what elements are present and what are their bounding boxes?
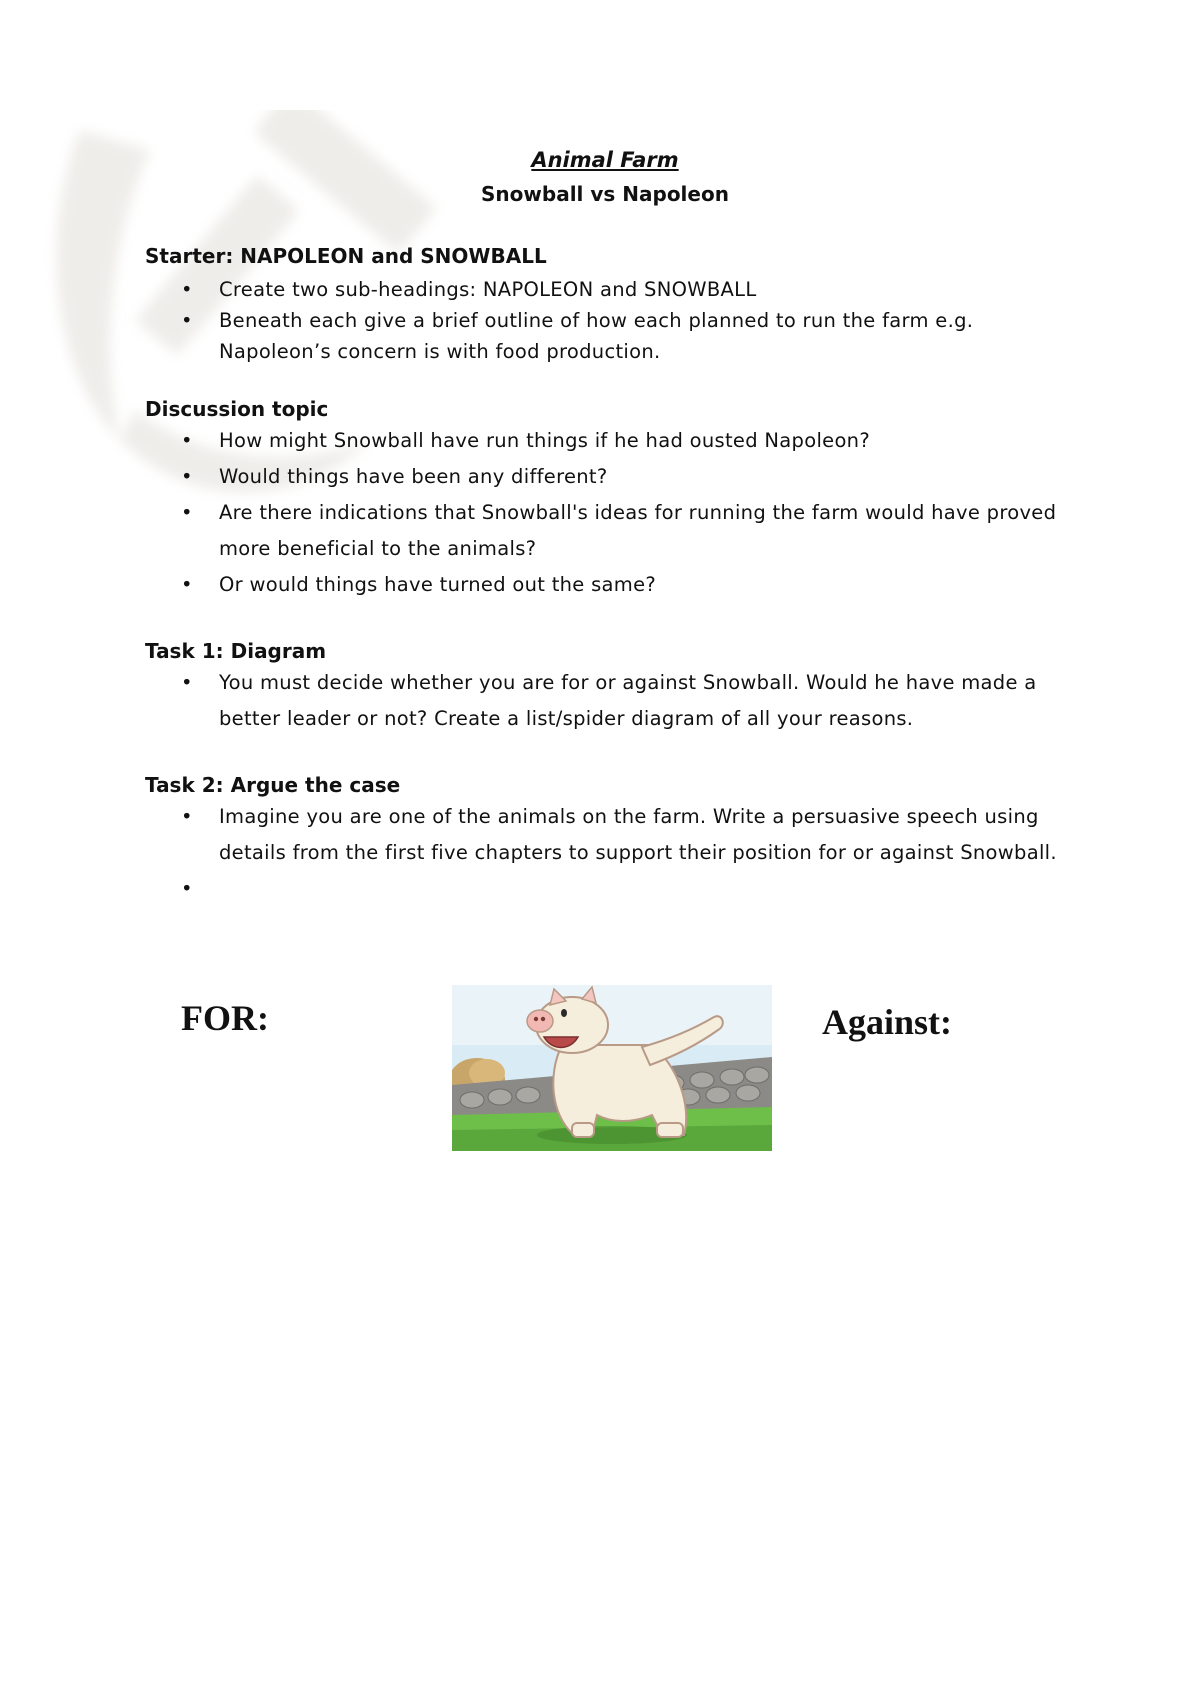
page-title: Animal Farm <box>531 148 679 172</box>
page-subtitle: Snowball vs Napoleon <box>481 182 729 206</box>
starter-section <box>145 244 1065 367</box>
task2-list <box>145 799 1065 907</box>
list-item: • You must decide whether you are for or against Snowball. Would he have made a better leader or not? Create a list/spider diagram of all your reasons. <box>145 665 1065 737</box>
worksheet <box>145 140 1065 907</box>
list-item: • How might Snowball have run things if he had ousted Napoleon? <box>145 423 1065 459</box>
discussion-section <box>145 397 1065 603</box>
for-against-row <box>145 985 1065 1155</box>
list-item: • Or would things have turned out the same? <box>145 567 1065 603</box>
task1-section <box>145 639 1065 737</box>
list-item: • Beneath each give a brief outline of how each planned to run the farm e.g. Napoleon’s concern is with food production. <box>145 305 1065 367</box>
discussion-list <box>145 423 1065 603</box>
starter-heading: Starter: NAPOLEON and SNOWBALL <box>145 244 547 268</box>
list-item: • Imagine you are one of the animals on the farm. Write a persuasive speech using details from the first five chapters to support their position for or against Snowball. <box>145 799 1065 871</box>
against-label: Against: <box>822 1002 953 1042</box>
task1-list <box>145 665 1065 737</box>
list-item-empty <box>145 871 1065 907</box>
task2-section <box>145 773 1065 907</box>
discussion-heading: Discussion topic <box>145 397 329 421</box>
pig-illustration-icon <box>452 985 772 1151</box>
list-item: • Create two sub-headings: NAPOLEON and SNOWBALL <box>145 274 1065 305</box>
task1-heading: Task 1: Diagram <box>145 639 327 663</box>
list-item: • Would things have been any different? <box>145 459 1065 495</box>
for-label: FOR: <box>181 998 269 1038</box>
starter-list <box>145 274 1065 367</box>
list-item: • Are there indications that Snowball's ideas for running the farm would have proved more beneficial to the animals? <box>145 495 1065 567</box>
task2-heading: Task 2: Argue the case <box>145 773 401 797</box>
